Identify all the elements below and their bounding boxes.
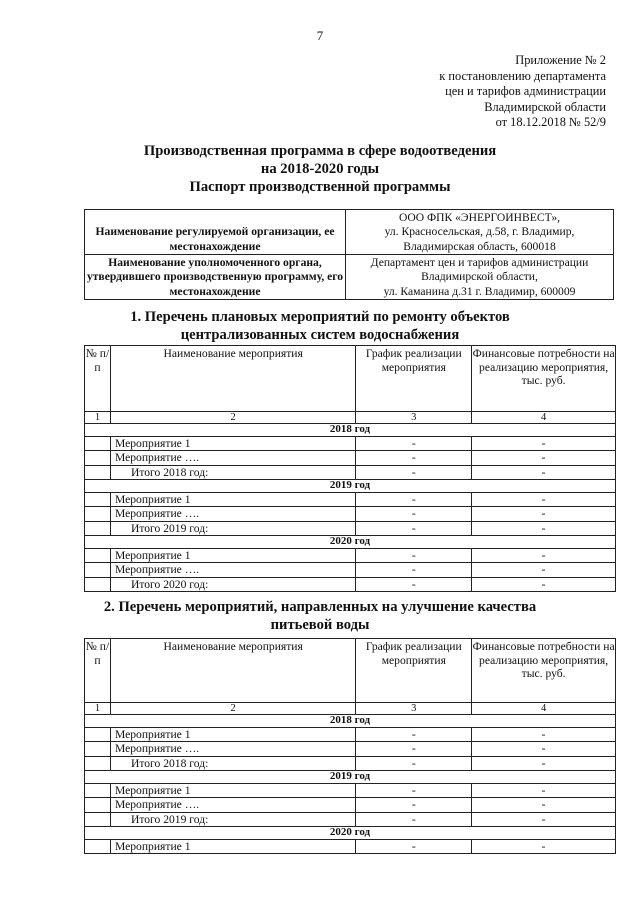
column-number-row: [85, 703, 616, 715]
row-number-cell: [85, 783, 111, 798]
row-number-cell: [85, 742, 111, 757]
row-finance: -: [472, 451, 616, 466]
row-schedule: -: [356, 436, 472, 451]
row-finance: -: [472, 756, 616, 771]
row-number-cell: [85, 507, 111, 522]
row-finance: -: [472, 563, 616, 578]
row-schedule: -: [356, 839, 472, 854]
value-line: Владимирской области,: [421, 270, 538, 284]
passport-value: [346, 255, 614, 300]
section2-table: [84, 638, 616, 854]
header-name: Наименование мероприятия: [110, 639, 355, 703]
title-line: на 2018-2020 годы: [260, 161, 380, 177]
total-row: [85, 812, 616, 827]
row-name: Мероприятие 1: [110, 548, 355, 563]
header-finance: Финансовые потребности на реализацию мероприятия, тыс. руб.: [472, 346, 616, 412]
column-number: 3: [356, 703, 472, 715]
section2-title: [0, 598, 640, 634]
passport-label: Наименование регулируемой организации, ее местонахождение: [85, 210, 346, 255]
row-finance: -: [472, 798, 616, 813]
row-finance: -: [472, 839, 616, 854]
header-finance: Финансовые потребности на реализацию мероприятия, тыс. руб.: [472, 639, 616, 703]
row-number-cell: [85, 727, 111, 742]
row-name: Итого 2020 год:: [110, 577, 355, 592]
year-row: [85, 424, 616, 437]
year-row: [85, 827, 616, 840]
row-number-cell: [85, 465, 111, 480]
value-line: Владимирская область, 600018: [403, 239, 556, 253]
year-label: 2019 год: [85, 771, 616, 784]
row-schedule: -: [356, 756, 472, 771]
year-label: 2020 год: [85, 536, 616, 549]
row-name: Итого 2018 год:: [110, 756, 355, 771]
row-schedule: -: [356, 783, 472, 798]
row-number-cell: [85, 548, 111, 563]
table-row: [85, 563, 616, 578]
row-schedule: -: [356, 798, 472, 813]
column-number: 4: [472, 412, 616, 424]
row-finance: -: [472, 548, 616, 563]
table-row: [85, 451, 616, 466]
row-schedule: -: [356, 727, 472, 742]
row-finance: -: [472, 577, 616, 592]
section-title-line: 2. Перечень мероприятий, направленных на улучшение качества: [103, 599, 537, 615]
table-row: [85, 727, 616, 742]
row-name: Итого 2019 год:: [110, 521, 355, 536]
header-schedule: График реализации мероприятия: [356, 346, 472, 412]
row-name: Итого 2018 год:: [110, 465, 355, 480]
section1-title: [0, 308, 640, 344]
section-title-line: 1. Перечень плановых мероприятий по ремонту объектов: [130, 309, 510, 325]
table-row: [85, 742, 616, 757]
total-row: [85, 521, 616, 536]
year-row: [85, 536, 616, 549]
table-row: [85, 839, 616, 854]
table-row: [85, 492, 616, 507]
row-number-cell: [85, 798, 111, 813]
header-number: № п/п: [85, 346, 111, 412]
appendix-line: от 18.12.2018 № 52/9: [495, 115, 606, 129]
column-number: 3: [356, 412, 472, 424]
value-line: ул. Каманина д.31 г. Владимир, 600009: [383, 284, 576, 298]
row-number-cell: [85, 812, 111, 827]
passport-value: [346, 210, 614, 255]
row-finance: -: [472, 436, 616, 451]
section-title-line: централизованных систем водоснабжения: [180, 327, 460, 343]
row-finance: -: [472, 465, 616, 480]
row-schedule: -: [356, 521, 472, 536]
row-finance: -: [472, 492, 616, 507]
row-schedule: -: [356, 507, 472, 522]
row-schedule: -: [356, 548, 472, 563]
row-number-cell: [85, 839, 111, 854]
header-name: Наименование мероприятия: [110, 346, 355, 412]
title-line: Производственная программа в сфере водоотведения: [143, 143, 497, 159]
passport-label: Наименование уполномоченного органа, утвердившего производственную программу, его местонахождение: [85, 255, 346, 300]
header-row: [85, 639, 616, 703]
header-schedule: График реализации мероприятия: [356, 639, 472, 703]
column-number: 1: [85, 703, 111, 715]
row-schedule: -: [356, 465, 472, 480]
row-finance: -: [472, 783, 616, 798]
year-row: [85, 480, 616, 493]
column-number: 1: [85, 412, 111, 424]
appendix-line: к постановлению департамента: [439, 68, 606, 83]
section1-table: [84, 345, 616, 592]
row-finance: -: [472, 521, 616, 536]
passport-row: [85, 210, 614, 255]
row-finance: -: [472, 812, 616, 827]
value-line: ул. Красносельская, д.58, г. Владимир,: [384, 225, 575, 239]
column-number: 2: [110, 703, 355, 715]
row-name: Мероприятие ….: [110, 742, 355, 757]
table-row: [85, 436, 616, 451]
row-name: Мероприятие 1: [110, 783, 355, 798]
year-label: 2018 год: [85, 424, 616, 437]
year-label: 2020 год: [85, 827, 616, 840]
header-number: № п/п: [85, 639, 111, 703]
total-row: [85, 756, 616, 771]
row-name: Мероприятие 1: [110, 839, 355, 854]
appendix-line: цен и тарифов администрации: [445, 84, 606, 98]
row-name: Итого 2019 год:: [110, 812, 355, 827]
row-number-cell: [85, 451, 111, 466]
row-schedule: -: [356, 451, 472, 466]
row-finance: -: [472, 507, 616, 522]
row-schedule: -: [356, 577, 472, 592]
table-row: [85, 798, 616, 813]
row-finance: -: [472, 742, 616, 757]
column-number: 4: [472, 703, 616, 715]
year-label: 2018 год: [85, 715, 616, 728]
year-label: 2019 год: [85, 480, 616, 493]
row-name: Мероприятие ….: [110, 798, 355, 813]
document-title: [0, 142, 640, 196]
table-row: [85, 548, 616, 563]
row-number-cell: [85, 492, 111, 507]
row-number-cell: [85, 756, 111, 771]
row-schedule: -: [356, 742, 472, 757]
value-line: Департамент цен и тарифов администрации: [370, 255, 589, 269]
row-name: Мероприятие 1: [110, 436, 355, 451]
appendix-block: [439, 53, 606, 131]
page-number: 7: [316, 28, 324, 43]
row-name: Мероприятие 1: [110, 727, 355, 742]
passport-table: [84, 209, 614, 300]
column-number: 2: [110, 412, 355, 424]
row-number-cell: [85, 577, 111, 592]
table-row: [85, 507, 616, 522]
header-row: [85, 346, 616, 412]
year-row: [85, 715, 616, 728]
row-name: Мероприятие 1: [110, 492, 355, 507]
row-name: Мероприятие ….: [110, 563, 355, 578]
title-line: Паспорт производственной программы: [189, 179, 451, 195]
passport-row: [85, 255, 614, 300]
row-number-cell: [85, 436, 111, 451]
table-row: [85, 783, 616, 798]
row-schedule: -: [356, 492, 472, 507]
appendix-line: Владимирской области: [484, 99, 606, 114]
section-title-line: питьевой воды: [270, 617, 370, 633]
row-number-cell: [85, 563, 111, 578]
value-line: ООО ФПК «ЭНЕРГОИНВЕСТ»,: [398, 210, 561, 224]
row-name: Мероприятие ….: [110, 507, 355, 522]
total-row: [85, 577, 616, 592]
total-row: [85, 465, 616, 480]
row-finance: -: [472, 727, 616, 742]
row-name: Мероприятие ….: [110, 451, 355, 466]
row-number-cell: [85, 521, 111, 536]
year-row: [85, 771, 616, 784]
row-schedule: -: [356, 812, 472, 827]
column-number-row: [85, 412, 616, 424]
row-schedule: -: [356, 563, 472, 578]
appendix-line: Приложение № 2: [515, 53, 606, 67]
